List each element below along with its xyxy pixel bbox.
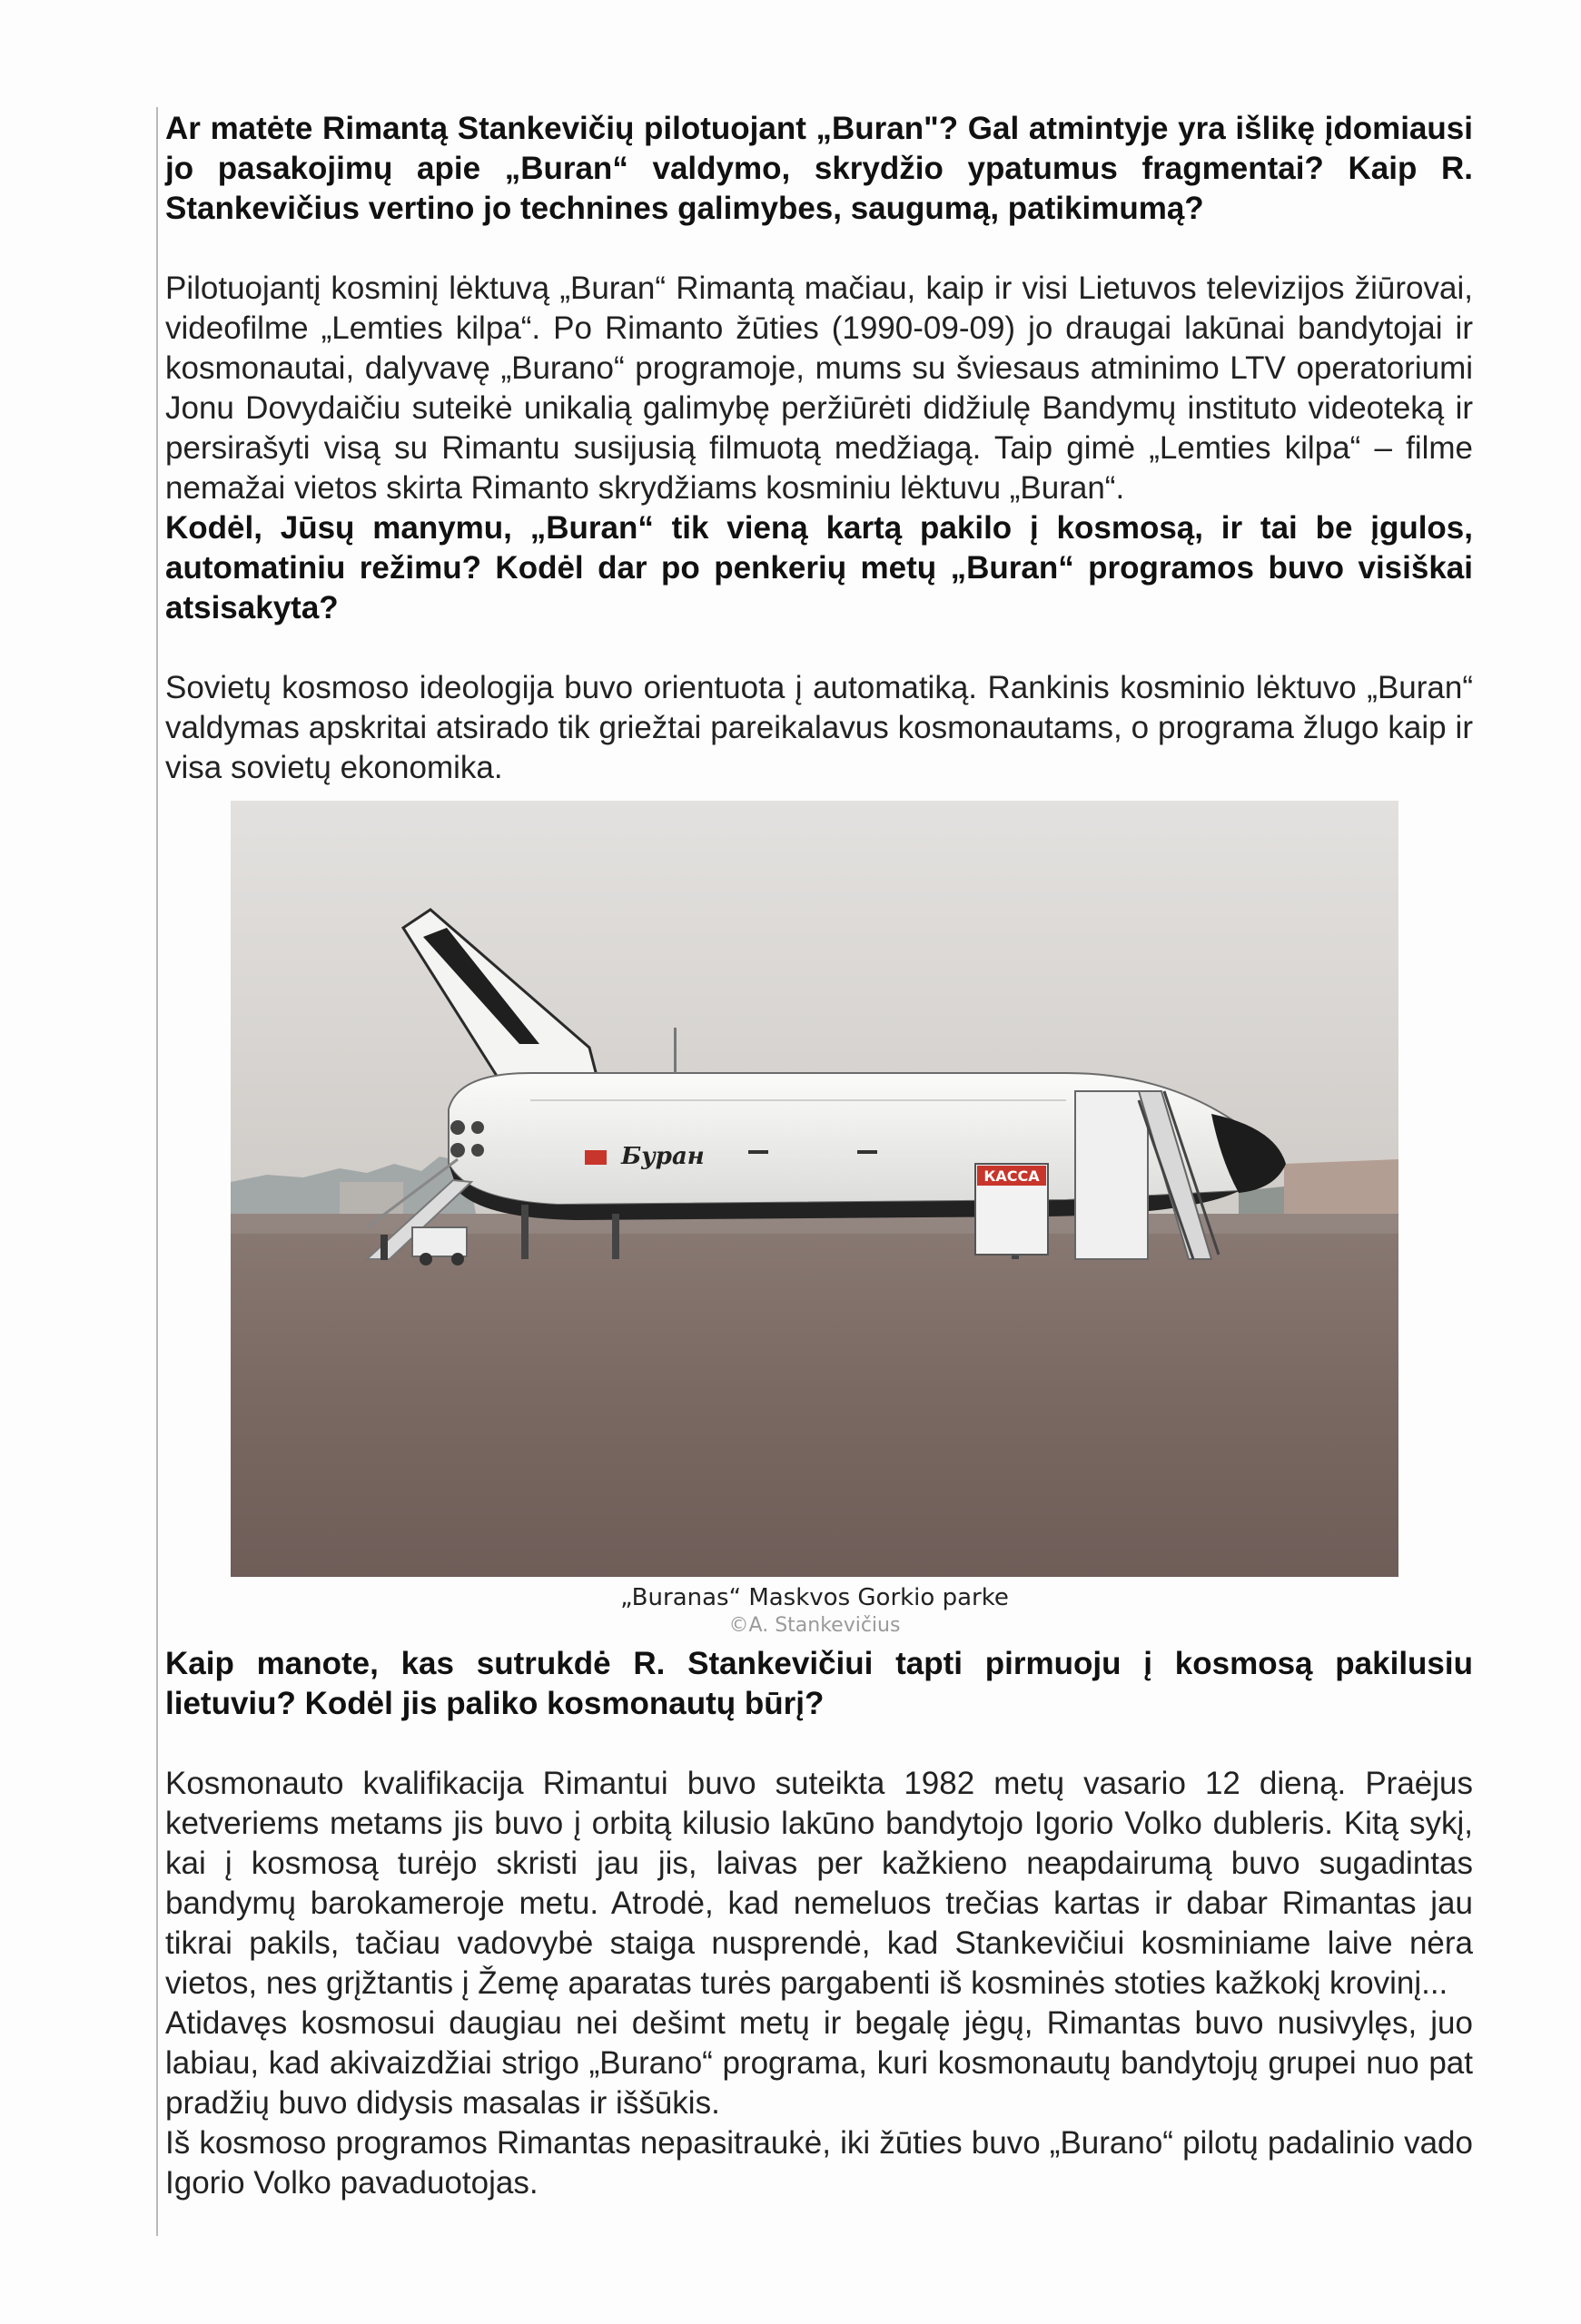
answer-3-part-3: Iš kosmoso programos Rimantas nepasitraukė, iki žūties buvo „Burano“ pilotų padalinio vado Igorio Volko pavaduotojas. bbox=[165, 2125, 1473, 2201]
photo-caption: „Buranas“ Maskvos Gorkio parke bbox=[620, 1584, 1009, 1611]
service-truck bbox=[412, 1227, 467, 1256]
answer-3-part-2: Atidavęs kosmosui daugiau nei dešimt metų ir begalę jėgų, Rimantas buvo nusivylęs, juo labiau, kad akivaizdžiai strigo „Burano“ programa, kuri kosmonautų bandytojų grupei nuo pat pradžių buvo didysis masalas ir iššūkis. bbox=[165, 2005, 1473, 2121]
boarding-tower bbox=[1075, 1091, 1148, 1259]
article-body bbox=[165, 109, 1473, 2203]
question-2: Kodėl, Jūsų manymu, „Buran“ tik vieną kartą pakilo į kosmosą, ir tai be įgulos, automatiniu režimu? Kodėl dar po penkerių metų „Buran“ programos buvo visiškai atsisakyta? bbox=[165, 510, 1473, 625]
soviet-flag bbox=[585, 1150, 607, 1165]
answer-2: Sovietų kosmoso ideologija buvo orientuota į automatiką. Rankinis kosminio lėktuvo „Buran“ valdymas apskritai atsirado tik griežtai pareikalavus kosmonautams, o programa žlugo kaip ir visa sovietų ekonomika. bbox=[165, 670, 1473, 785]
question-1: Ar matėte Rimantą Stankevičių pilotuojant „Buran"? Gal atmintyje yra išlikę įdomiausi jo pasakojimų apie „Buran“ valdymo, skrydžio ypatumus fragmentai? Kaip R. Stankevičius vertino jo technines galimybes, saugumą, patikimumą? bbox=[165, 111, 1473, 226]
answer-3-part-1: Kosmonauto kvalifikacija Rimantui buvo suteikta 1982 metų vasario 12 dieną. Praėjus ketveriems metams jis buvo į orbitą kilusio lakūno bandytojo Igorio Volko dubleris. Kitą sykį, kai į kosmosą turėjo skristi jau jis, laivas per kažkieno neapdairumą buvo sugadintas bandymų barokameroje metu. Atrodė, kad nemeluos trečias kartas ir dabar Rimantas jau tikrai pakils, tačiau vadovybė staiga nusprendė, kad Stankevičiui kosminiame laive nėra vietos, nes grįžtantis į Žemę aparatas turės pargabenti iš kosminės stoties kažkokį krovinį... bbox=[165, 1766, 1473, 2001]
kiosk-sign: КАССА bbox=[983, 1167, 1040, 1185]
buran-photo bbox=[231, 801, 1398, 1577]
shuttle-name: Буран bbox=[621, 1143, 705, 1170]
left-margin-rule bbox=[156, 107, 158, 2236]
answer-1: Pilotuojantį kosminį lėktuvą „Buran“ Rimantą mačiau, kaip ir visi Lietuvos televizijos žiūrovai, videofilme „Lemties kilpa“. Po Rimanto žūties (1990-09-09) jo draugai lakūnai bandytojai ir kosmonautai, dalyvavę „Burano“ programoje, mums su šviesaus atminimo LTV operatoriumi Jonu Dovydaičiu suteikė unikalią galimybę peržiūrėti didžiulę Bandymų instituto videoteką ir persirašyti visą su Rimantu susijusią filmuotą medžiagą. Taip gimė „Lemties kilpa“ – filme nemažai vietos skirta Rimanto skrydžiams kosminiu lėktuvu „Buran“. bbox=[165, 271, 1473, 506]
person bbox=[380, 1235, 388, 1260]
buran-photo-image bbox=[231, 801, 1398, 1577]
question-3: Kaip manote, kas sutrukdė R. Stankevičiui tapti pirmuoju į kosmosą pakilusiu lietuviu? Kodėl jis paliko kosmonautų būrį? bbox=[165, 1646, 1473, 1721]
asphalt-ground bbox=[231, 1214, 1398, 1577]
photo-credit: ©A. Stankevičius bbox=[728, 1614, 901, 1637]
building-right bbox=[1284, 1159, 1398, 1218]
